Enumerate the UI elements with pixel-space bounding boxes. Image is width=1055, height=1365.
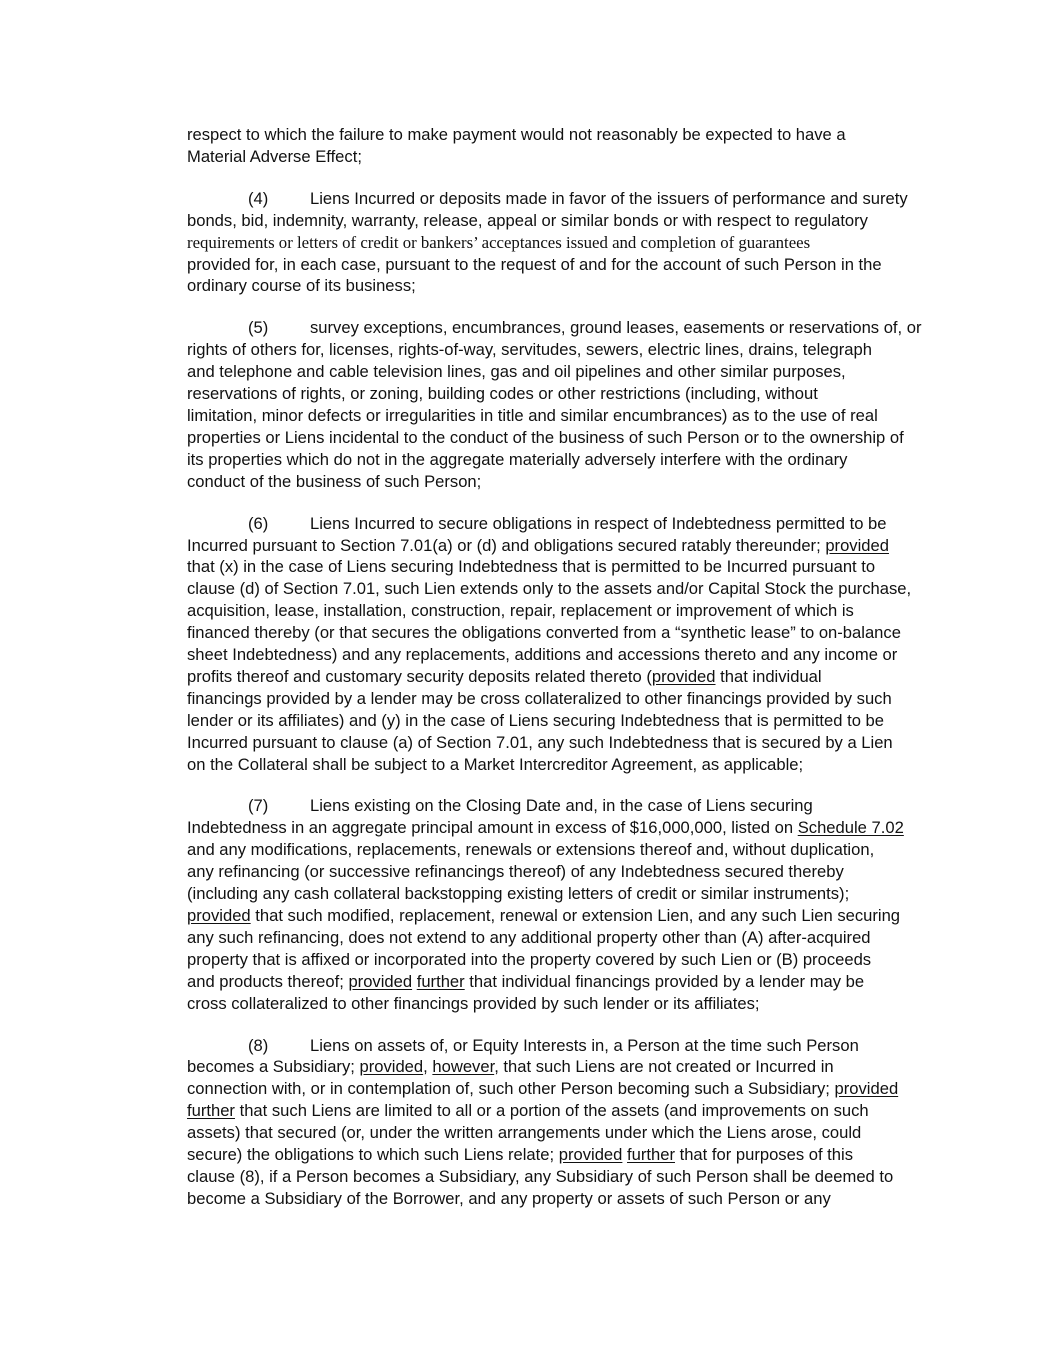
clause-line: , that such Liens are not created or Incurred in — [494, 1057, 834, 1077]
clause-5-paragraph — [187, 317, 932, 492]
clause-line: ordinary course of its business; — [187, 276, 416, 296]
clause-line: Liens existing on the Closing Date and, in the case of Liens securing — [310, 796, 813, 816]
provided-term: provided — [825, 535, 889, 555]
intro-paragraph — [187, 124, 932, 168]
provided-term: provided — [187, 906, 251, 925]
clause-line: assets) that secured (or, under the written arrangements under which the Liens arose, could — [187, 1123, 862, 1143]
clause-line: profits thereof and customary security deposits related thereto ( — [187, 666, 652, 686]
clause-line: Liens Incurred or deposits made in favor of the issuers of performance and surety — [310, 188, 908, 208]
provided-term: provided — [348, 971, 413, 991]
clause-line: conduct of the business of such Person; — [187, 471, 482, 491]
clause-line: acquisition, lease, installation, construction, repair, replacement or improvement of which is — [187, 601, 854, 621]
clause-line: limitation, minor defects or irregularities in title and similar encumbrances) as to the use of real — [187, 405, 878, 425]
clause-line: (including any cash collateral backstopping existing letters of credit or similar instruments); — [187, 884, 850, 904]
further-term: further — [187, 1101, 235, 1121]
clause-line: that such modified, replacement, renewal or extension Lien, and any such Lien securing — [250, 906, 901, 925]
provided-term: provided — [359, 1057, 424, 1077]
clause-line: Incurred pursuant to clause (a) of Section 7.01, any such Indebtedness that is secured by a Lien — [187, 732, 893, 752]
clause-line: its properties which do not in the aggregate materially adversely interfere with the ordinary — [187, 449, 848, 469]
clause-4-paragraph — [187, 188, 932, 298]
clause-line: secure) the obligations to which such Liens relate; — [187, 1145, 559, 1165]
clause-number: (8) — [248, 1035, 269, 1055]
clause-line: connection with, or in contemplation of, such other Person becoming such a Subsidiary; — [187, 1079, 835, 1099]
however-term: however — [432, 1057, 495, 1077]
clause-line: survey exceptions, encumbrances, ground leases, easements or reservations of, or — [310, 318, 922, 338]
clause-line: provided for, in each case, pursuant to the request of and for the account of such Person in the — [187, 254, 882, 274]
clause-number: (4) — [248, 188, 269, 208]
clause-number: (5) — [248, 318, 269, 338]
clause-line: Liens on assets of, or Equity Interests in, a Person at the time such Person — [310, 1035, 859, 1055]
clause-8-paragraph: (8) Liens on assets of, or Equity Interests in, a Person at the time such Person becomes a Subsidiary; provided, however, that such Liens are not created or Incurred in connection with, or in contemplation of, such other Person becoming such a Subsidiary; provided further that such Liens are limited to all or a portion of the assets (and improvements on such assets) that secured (or, under the written arrangements under which the Liens arose, could secure) the obligations to which such Liens relate; provided further that for purposes of this clause (8), if a Person becomes a Subsidiary, any Subsidiary of such Person shall be deemed to become a Subsidiary of the Borrower, and any property or assets of such Person or any — [187, 1035, 899, 1208]
clause-line: Liens Incurred to secure obligations in respect of Indebtedness permitted to be — [310, 513, 887, 533]
clause-line: rights of others for, licenses, rights-of-way, servitudes, sewers, electric lines, drains, telegraph — [187, 340, 872, 360]
clause-line: lender or its affiliates) and (y) in the case of Liens securing Indebtedness that is permitted to be — [187, 710, 885, 730]
clause-line: that (x) in the case of Liens securing Indebtedness that is permitted to be Incurred pursuant to — [187, 557, 876, 577]
document-page — [187, 124, 932, 1230]
further-term: further — [416, 971, 465, 991]
clause-line: that individual financings provided by a lender may be — [464, 971, 865, 991]
clause-line: on the Collateral shall be subject to a Market Intercreditor Agreement, as applicable; — [187, 754, 804, 774]
clause-line: and products thereof; — [187, 971, 349, 991]
clause-line: any refinancing (or successive refinancings thereof) of any Indebtedness secured thereby — [187, 862, 844, 882]
provided-term: provided — [834, 1079, 899, 1099]
clause-line: clause (d) of Section 7.01, such Lien extends only to the assets and/or Capital Stock the purchase, — [187, 579, 912, 599]
provided-term: provided — [651, 666, 716, 686]
clause-line: becomes a Subsidiary; — [187, 1057, 360, 1077]
clause-number: (6) — [248, 513, 269, 533]
clause-line: financings provided by a lender may be cross collateralized to other financings provided by such — [187, 688, 892, 708]
clause-7-paragraph — [187, 795, 932, 1014]
clause-line: requirements or letters of credit or bankers’ acceptances issued and completion of guarantees — [187, 232, 811, 252]
clause-line: financed thereby (or that secures the obligations converted from a “synthetic lease” to on-balance — [187, 623, 901, 643]
clause-line: and any modifications, replacements, renewals or extensions thereof and, without duplication, — [187, 840, 875, 860]
intro-line: respect to which the failure to make payment would not reasonably be expected to have a — [187, 125, 846, 144]
clause-line: that individual — [715, 666, 822, 686]
further-term: further — [627, 1145, 675, 1165]
clause-line: sheet Indebtedness) and any replacements, additions and accessions thereto and any income or — [187, 645, 898, 665]
intro-line: Material Adverse Effect; — [187, 146, 362, 166]
clause-line: cross collateralized to other financings provided by such lender or its affiliates; — [187, 993, 760, 1013]
clause-line: clause (8), if a Person becomes a Subsidiary, any Subsidiary of such Person shall be deemed to — [187, 1166, 894, 1186]
clause-line: properties or Liens incidental to the conduct of the business of such Person or to the ownership of — [187, 427, 904, 447]
clause-line: Indebtedness in an aggregate principal amount in excess of $16,000,000, listed on — [187, 818, 798, 838]
clause-number: (7) — [248, 796, 269, 816]
schedule-reference: Schedule 7.02 — [797, 818, 904, 838]
clause-line: and telephone and cable television lines, gas and oil pipelines and other similar purposes, — [187, 362, 846, 382]
clause-line: reservations of rights, or zoning, building codes or other restrictions (including, without — [187, 384, 818, 404]
clause-line: bonds, bid, indemnity, warranty, release, appeal or similar bonds or with respect to regulatory — [187, 210, 868, 230]
clause-line: become a Subsidiary of the Borrower, and any property or assets of such Person or any — [187, 1188, 831, 1208]
clause-line: any such refinancing, does not extend to any additional property other than (A) after-acquired — [187, 927, 871, 947]
clause-6-paragraph — [187, 513, 932, 776]
clause-line: that such Liens are limited to all or a portion of the assets (and improvements on such — [234, 1101, 869, 1121]
clause-line: property that is affixed or incorporated into the property covered by such Lien or (B) proceeds — [187, 949, 872, 969]
provided-term: provided — [558, 1145, 623, 1165]
clause-line: that for purposes of this — [674, 1145, 854, 1165]
clause-line: Incurred pursuant to Section 7.01(a) or (d) and obligations secured ratably thereunder; — [187, 535, 826, 555]
